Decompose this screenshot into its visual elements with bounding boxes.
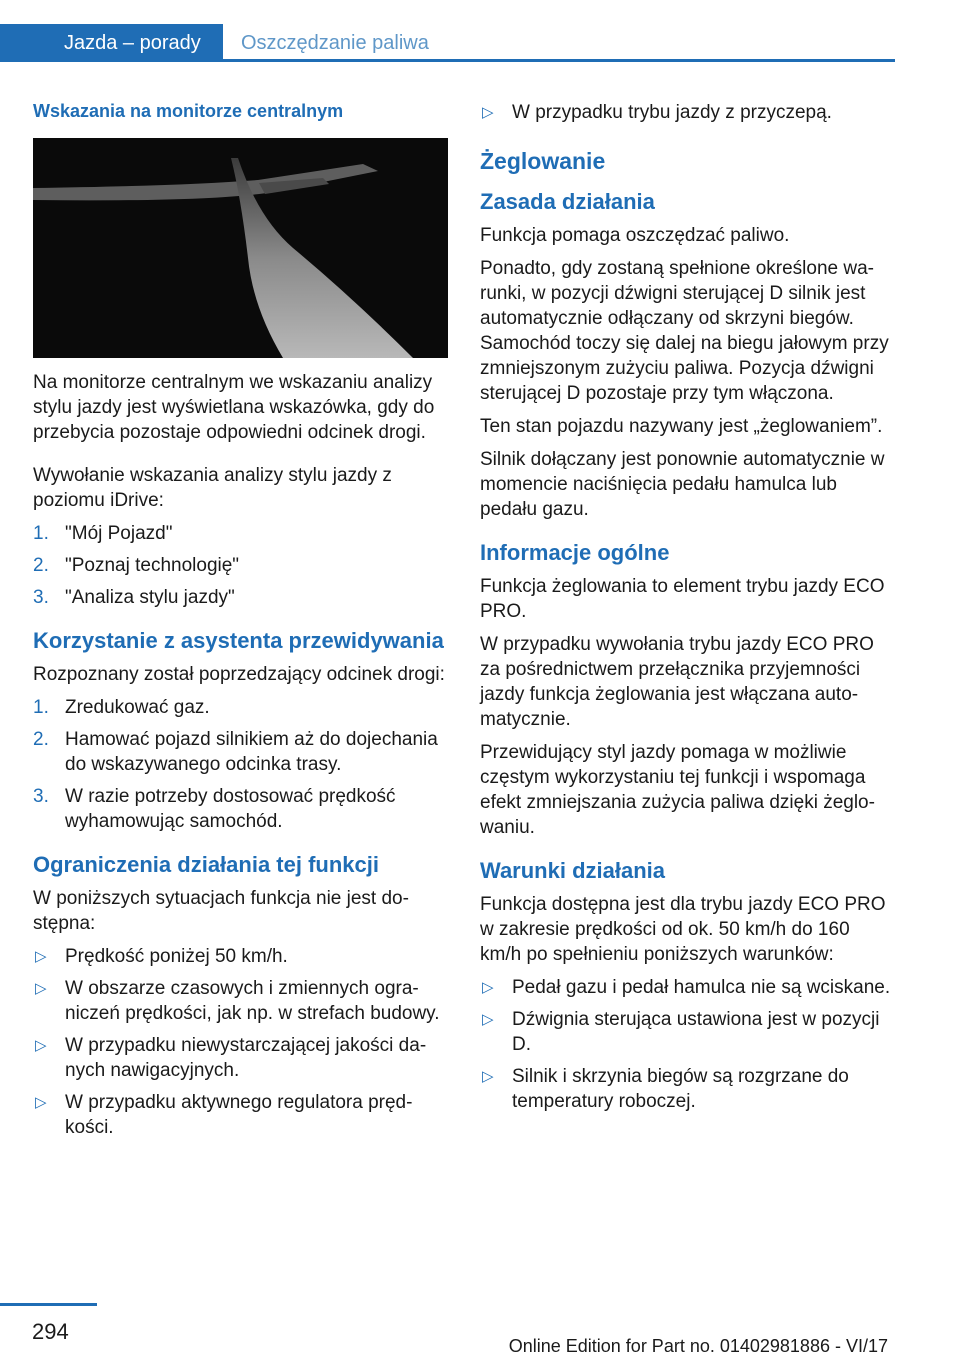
- step-text: "Analiza stylu jazdy": [65, 587, 235, 608]
- paragraph-detected-section: Rozpoznany został poprzedzający odcinek drogi:: [33, 664, 445, 685]
- paragraph: Funkcja dostępna jest dla trybu jazdy ECO PRO w zakresie prędkości od ok. 50 km/h do 160 km/h po spełnieniu poniższych warunków:: [480, 894, 886, 965]
- list-item: [33, 784, 449, 834]
- header-rule: [223, 59, 895, 62]
- list-item: [33, 695, 449, 720]
- heading-principle: Zasada działania: [480, 189, 655, 214]
- figure-caption: Wskazania na monitorze centralnym: [33, 101, 344, 121]
- list-item: [33, 521, 449, 546]
- list-item: [480, 100, 896, 125]
- list-item: [33, 976, 449, 1026]
- paragraph: Ten stan pojazdu nazywany jest „żeglowaniem”.: [480, 416, 883, 437]
- paragraph: Funkcja żeglowania to element trybu jazdy ECO PRO.: [480, 576, 885, 622]
- left-column: [33, 100, 449, 1150]
- paragraph-unavailable: W poniższych sytuacjach funkcja nie jest dostępna:: [33, 888, 409, 934]
- list-item: [33, 727, 449, 777]
- list-item: [33, 944, 449, 969]
- triangle-bullet-icon: ▷: [35, 948, 47, 965]
- step-number: 3.: [33, 786, 49, 807]
- heading-general-info: Informacje ogólne: [480, 540, 670, 565]
- tab-driving-tips[interactable]: Jazda – porady: [0, 24, 223, 62]
- limitations-list-continued: [480, 100, 896, 125]
- list-item: [33, 1090, 449, 1140]
- heading-assistant: Korzystanie z asystenta przewidywania: [33, 628, 444, 653]
- step-text: "Mój Pojazd": [65, 523, 173, 544]
- step-number: 2.: [33, 729, 49, 750]
- assist-steps-list: [33, 695, 449, 834]
- triangle-bullet-icon: ▷: [482, 1068, 494, 1085]
- list-item-text: Pedał gazu i pedał hamulca nie są wciskane.: [512, 977, 891, 998]
- conditions-list: [480, 975, 896, 1114]
- step-number: 3.: [33, 587, 49, 608]
- triangle-bullet-icon: ▷: [35, 980, 47, 997]
- idrive-steps-list: [33, 521, 449, 610]
- list-item-text: W przypadku aktywnego regulatora prędkości.: [65, 1092, 413, 1138]
- limitations-list: [33, 944, 449, 1140]
- footer-rule: [0, 1303, 97, 1306]
- step-text: Hamować pojazd silnikiem aż do dojechania do wskazywanego odcinka trasy.: [65, 729, 438, 775]
- heading-limitations: Ograniczenia działania tej funkcji: [33, 852, 379, 877]
- list-item: [480, 1064, 896, 1114]
- step-text: Zredukować gaz.: [65, 697, 210, 718]
- heading-coasting: Żeglowanie: [480, 148, 606, 174]
- road-display-image: [33, 138, 448, 358]
- triangle-bullet-icon: ▷: [482, 104, 494, 121]
- triangle-bullet-icon: ▷: [35, 1094, 47, 1111]
- triangle-bullet-icon: ▷: [482, 1011, 494, 1028]
- list-item: [33, 1033, 449, 1083]
- paragraph: Przewidujący styl jazdy pomaga w możliwie częstym wykorzystaniu tej funkcji i wspomaga efekt zmniejszania zużycia paliwa dzięki żeglowaniu.: [480, 742, 875, 838]
- list-item-text: Silnik i skrzynia biegów są rozgrzane do temperatury roboczej.: [512, 1066, 849, 1112]
- list-item-text: W przypadku trybu jazdy z przyczepą.: [512, 102, 832, 123]
- list-item: [480, 1007, 896, 1057]
- step-number: 2.: [33, 555, 49, 576]
- triangle-bullet-icon: ▷: [482, 979, 494, 996]
- edition-note: Online Edition for Part no. 01402981886 - VI/17: [508, 1336, 888, 1356]
- paragraph: Funkcja pomaga oszczędzać paliwo.: [480, 225, 790, 246]
- step-number: 1.: [33, 697, 49, 718]
- list-item: [480, 975, 896, 1000]
- paragraph: Silnik dołączany jest ponownie automatycznie w momencie naciśnięcia pedału hamulca lub pedału gazu.: [480, 449, 885, 520]
- list-item-text: Dźwignia sterująca ustawiona jest w pozycji D.: [512, 1009, 880, 1055]
- paragraph: W przypadku wywołania trybu jazdy ECO PRO za pośrednictwem przełącznika przyjemności jazdy funkcja żeglowania jest włączana automatycznie.: [480, 634, 874, 730]
- list-item-text: W obszarze czasowych i zmiennych ograniczeń prędkości, jak np. w strefach budowy.: [65, 978, 440, 1024]
- paragraph-idrive-call: Wywołanie wskazania analizy stylu jazdy z poziomu iDrive:: [33, 465, 392, 511]
- page-number: 294: [32, 1319, 69, 1344]
- step-number: 1.: [33, 523, 49, 544]
- step-text: W razie potrzeby dostosować prędkość wyhamowując samochód.: [65, 786, 396, 832]
- right-column: [480, 100, 896, 1124]
- list-item: [33, 553, 449, 578]
- list-item: [33, 585, 449, 610]
- paragraph: Ponadto, gdy zostaną spełnione określone warunki, w pozycji dźwigni sterującej D silnik jest automatycznie odłączany od skrzyni biegów. Samochód toczy się dalej na biegu jałowym przy zmniejszonym zużyciu paliwa. Pozycja dźwigni sterującej D pozostaje przy tym włączona.: [480, 258, 889, 404]
- step-text: "Poznaj technologię": [65, 555, 240, 576]
- tab-fuel-saving[interactable]: Oszczędzanie paliwa: [241, 32, 429, 54]
- heading-conditions: Warunki działania: [480, 858, 666, 883]
- list-item-text: Prędkość poniżej 50 km/h.: [65, 946, 288, 967]
- paragraph-hint-display: Na monitorze centralnym we wskazaniu analizy stylu jazdy jest wyświetlana wskazówka, gdy do przebycia pozostaje odpowiedni odcinek drogi.: [33, 372, 435, 443]
- triangle-bullet-icon: ▷: [35, 1037, 47, 1054]
- header-tabbar: [0, 24, 895, 62]
- list-item-text: W przypadku niewystarczającej jakości danych nawigacyjnych.: [65, 1035, 427, 1081]
